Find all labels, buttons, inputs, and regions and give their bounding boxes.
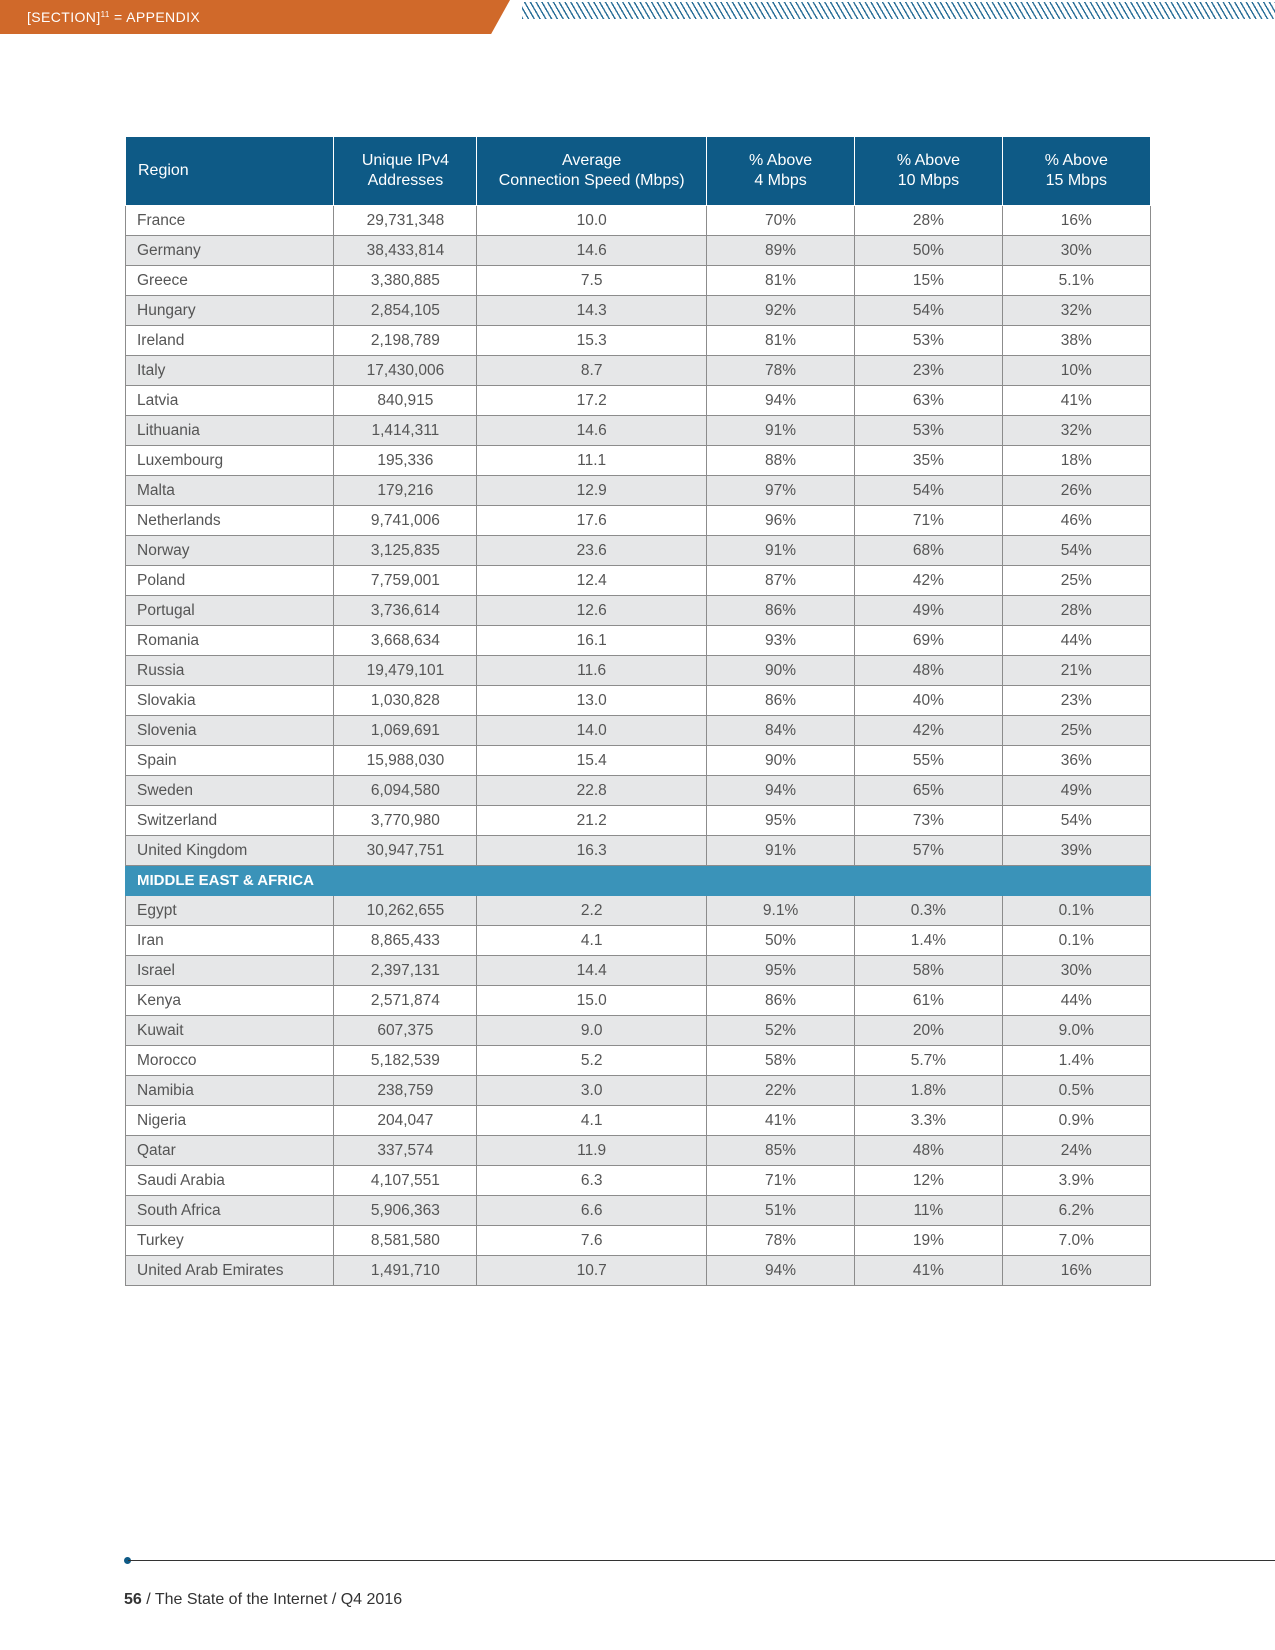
table-row: [126, 836, 1151, 866]
value-cell: 16%: [1002, 1256, 1150, 1286]
table-row: [126, 956, 1151, 986]
value-cell: 8,865,433: [334, 926, 477, 956]
value-cell: 84%: [706, 716, 854, 746]
column-header: % Above 4 Mbps: [706, 137, 854, 206]
value-cell: 92%: [706, 296, 854, 326]
value-cell: 23%: [1002, 686, 1150, 716]
column-header: Region: [126, 137, 334, 206]
value-cell: 86%: [706, 686, 854, 716]
value-cell: 21.2: [477, 806, 706, 836]
value-cell: 9.0%: [1002, 1016, 1150, 1046]
value-cell: 65%: [855, 776, 1002, 806]
value-cell: 3.9%: [1002, 1166, 1150, 1196]
value-cell: 6.3: [477, 1166, 706, 1196]
region-cell: Lithuania: [126, 416, 334, 446]
value-cell: 10.0: [477, 206, 706, 236]
value-cell: 48%: [855, 1136, 1002, 1166]
value-cell: 48%: [855, 656, 1002, 686]
value-cell: 30%: [1002, 956, 1150, 986]
value-cell: 85%: [706, 1136, 854, 1166]
table-row: [126, 1226, 1151, 1256]
region-cell: Italy: [126, 356, 334, 386]
value-cell: 12%: [855, 1166, 1002, 1196]
table-row: [126, 536, 1151, 566]
value-cell: 40%: [855, 686, 1002, 716]
region-cell: Netherlands: [126, 506, 334, 536]
region-cell: Spain: [126, 746, 334, 776]
value-cell: 6.2%: [1002, 1196, 1150, 1226]
value-cell: 7,759,001: [334, 566, 477, 596]
value-cell: 11%: [855, 1196, 1002, 1226]
table-row: [126, 1256, 1151, 1286]
value-cell: 2.2: [477, 896, 706, 926]
value-cell: 19,479,101: [334, 656, 477, 686]
value-cell: 1,030,828: [334, 686, 477, 716]
table-row: [126, 206, 1151, 236]
value-cell: 42%: [855, 566, 1002, 596]
value-cell: 28%: [855, 206, 1002, 236]
value-cell: 3,770,980: [334, 806, 477, 836]
value-cell: 25%: [1002, 566, 1150, 596]
value-cell: 13.0: [477, 686, 706, 716]
value-cell: 14.6: [477, 416, 706, 446]
region-cell: Morocco: [126, 1046, 334, 1076]
value-cell: 93%: [706, 626, 854, 656]
region-cell: Portugal: [126, 596, 334, 626]
value-cell: 204,047: [334, 1106, 477, 1136]
value-cell: 51%: [706, 1196, 854, 1226]
region-cell: Romania: [126, 626, 334, 656]
value-cell: 24%: [1002, 1136, 1150, 1166]
table-row: [126, 746, 1151, 776]
value-cell: 15%: [855, 266, 1002, 296]
page-footer: [124, 1591, 402, 1609]
value-cell: 11.1: [477, 446, 706, 476]
column-header: Average Connection Speed (Mbps): [477, 137, 706, 206]
value-cell: 1.4%: [855, 926, 1002, 956]
value-cell: 9.1%: [706, 896, 854, 926]
value-cell: 5.2: [477, 1046, 706, 1076]
footer-rule: [128, 1560, 1275, 1561]
value-cell: 54%: [1002, 806, 1150, 836]
value-cell: 94%: [706, 1256, 854, 1286]
value-cell: 14.3: [477, 296, 706, 326]
value-cell: 68%: [855, 536, 1002, 566]
value-cell: 11.9: [477, 1136, 706, 1166]
column-header: % Above 10 Mbps: [855, 137, 1002, 206]
value-cell: 95%: [706, 806, 854, 836]
value-cell: 1.4%: [1002, 1046, 1150, 1076]
region-cell: Germany: [126, 236, 334, 266]
value-cell: 52%: [706, 1016, 854, 1046]
value-cell: 2,571,874: [334, 986, 477, 1016]
value-cell: 5,906,363: [334, 1196, 477, 1226]
value-cell: 840,915: [334, 386, 477, 416]
table-row: [126, 1076, 1151, 1106]
region-cell: Poland: [126, 566, 334, 596]
region-cell: Slovakia: [126, 686, 334, 716]
value-cell: 32%: [1002, 416, 1150, 446]
region-cell: Greece: [126, 266, 334, 296]
value-cell: 2,397,131: [334, 956, 477, 986]
value-cell: 54%: [1002, 536, 1150, 566]
value-cell: 55%: [855, 746, 1002, 776]
value-cell: 89%: [706, 236, 854, 266]
table-row: [126, 1106, 1151, 1136]
value-cell: 10,262,655: [334, 896, 477, 926]
region-cell: Malta: [126, 476, 334, 506]
value-cell: 96%: [706, 506, 854, 536]
value-cell: 0.5%: [1002, 1076, 1150, 1106]
value-cell: 91%: [706, 416, 854, 446]
publication-title: / The State of the Internet / Q4 2016: [141, 1591, 403, 1608]
value-cell: 49%: [1002, 776, 1150, 806]
data-table: [125, 136, 1151, 1286]
section-header-label: [SECTION]$^{11}$ = APPENDIX: [27, 9, 201, 25]
value-cell: 18%: [1002, 446, 1150, 476]
header-hatch-decoration: [522, 2, 1275, 19]
value-cell: 5.7%: [855, 1046, 1002, 1076]
value-cell: 28%: [1002, 596, 1150, 626]
value-cell: 9,741,006: [334, 506, 477, 536]
value-cell: 88%: [706, 446, 854, 476]
value-cell: 238,759: [334, 1076, 477, 1106]
table-row: [126, 1136, 1151, 1166]
region-cell: Turkey: [126, 1226, 334, 1256]
table-row: [126, 1016, 1151, 1046]
value-cell: 14.6: [477, 236, 706, 266]
value-cell: 7.6: [477, 1226, 706, 1256]
value-cell: 53%: [855, 416, 1002, 446]
value-cell: 12.4: [477, 566, 706, 596]
region-cell: Luxembourg: [126, 446, 334, 476]
region-cell: France: [126, 206, 334, 236]
value-cell: 23.6: [477, 536, 706, 566]
table-row: [126, 1196, 1151, 1226]
region-cell: Israel: [126, 956, 334, 986]
value-cell: 16.3: [477, 836, 706, 866]
region-cell: Hungary: [126, 296, 334, 326]
value-cell: 71%: [855, 506, 1002, 536]
value-cell: 22.8: [477, 776, 706, 806]
value-cell: 90%: [706, 746, 854, 776]
table-row: [126, 386, 1151, 416]
value-cell: 38%: [1002, 326, 1150, 356]
page-number: 56: [124, 1591, 142, 1608]
region-cell: Namibia: [126, 1076, 334, 1106]
value-cell: 23%: [855, 356, 1002, 386]
section-label: MIDDLE EAST & AFRICA: [126, 866, 1151, 896]
value-cell: 607,375: [334, 1016, 477, 1046]
value-cell: 42%: [855, 716, 1002, 746]
value-cell: 46%: [1002, 506, 1150, 536]
value-cell: 3,736,614: [334, 596, 477, 626]
value-cell: 38,433,814: [334, 236, 477, 266]
region-cell: Kuwait: [126, 1016, 334, 1046]
section-header: [0, 0, 1275, 36]
value-cell: 16.1: [477, 626, 706, 656]
table-body: [126, 206, 1151, 1286]
value-cell: 54%: [855, 296, 1002, 326]
region-cell: South Africa: [126, 1196, 334, 1226]
value-cell: 5,182,539: [334, 1046, 477, 1076]
value-cell: 2,854,105: [334, 296, 477, 326]
region-cell: Egypt: [126, 896, 334, 926]
value-cell: 5.1%: [1002, 266, 1150, 296]
value-cell: 19%: [855, 1226, 1002, 1256]
value-cell: 20%: [855, 1016, 1002, 1046]
value-cell: 7.5: [477, 266, 706, 296]
value-cell: 30%: [1002, 236, 1150, 266]
table-row: [126, 986, 1151, 1016]
value-cell: 15,988,030: [334, 746, 477, 776]
value-cell: 69%: [855, 626, 1002, 656]
value-cell: 14.0: [477, 716, 706, 746]
value-cell: 54%: [855, 476, 1002, 506]
region-cell: Iran: [126, 926, 334, 956]
value-cell: 32%: [1002, 296, 1150, 326]
value-cell: 81%: [706, 266, 854, 296]
region-cell: Qatar: [126, 1136, 334, 1166]
value-cell: 12.6: [477, 596, 706, 626]
value-cell: 71%: [706, 1166, 854, 1196]
value-cell: 0.1%: [1002, 896, 1150, 926]
value-cell: 94%: [706, 776, 854, 806]
value-cell: 81%: [706, 326, 854, 356]
value-cell: 6,094,580: [334, 776, 477, 806]
region-cell: Switzerland: [126, 806, 334, 836]
value-cell: 29,731,348: [334, 206, 477, 236]
value-cell: 91%: [706, 836, 854, 866]
value-cell: 195,336: [334, 446, 477, 476]
value-cell: 73%: [855, 806, 1002, 836]
table-row: [126, 266, 1151, 296]
value-cell: 36%: [1002, 746, 1150, 776]
value-cell: 15.0: [477, 986, 706, 1016]
value-cell: 78%: [706, 356, 854, 386]
table-row: [126, 296, 1151, 326]
table-row: [126, 716, 1151, 746]
value-cell: 17.2: [477, 386, 706, 416]
value-cell: 7.0%: [1002, 1226, 1150, 1256]
value-cell: 57%: [855, 836, 1002, 866]
value-cell: 337,574: [334, 1136, 477, 1166]
value-cell: 95%: [706, 956, 854, 986]
value-cell: 4.1: [477, 926, 706, 956]
value-cell: 26%: [1002, 476, 1150, 506]
value-cell: 41%: [855, 1256, 1002, 1286]
table-row: [126, 626, 1151, 656]
region-cell: Kenya: [126, 986, 334, 1016]
value-cell: 61%: [855, 986, 1002, 1016]
value-cell: 97%: [706, 476, 854, 506]
table-row: [126, 236, 1151, 266]
value-cell: 78%: [706, 1226, 854, 1256]
value-cell: 25%: [1002, 716, 1150, 746]
region-cell: Ireland: [126, 326, 334, 356]
value-cell: 4,107,551: [334, 1166, 477, 1196]
value-cell: 179,216: [334, 476, 477, 506]
value-cell: 11.6: [477, 656, 706, 686]
region-cell: United Arab Emirates: [126, 1256, 334, 1286]
value-cell: 70%: [706, 206, 854, 236]
value-cell: 16%: [1002, 206, 1150, 236]
region-cell: Nigeria: [126, 1106, 334, 1136]
value-cell: 3.3%: [855, 1106, 1002, 1136]
value-cell: 35%: [855, 446, 1002, 476]
region-cell: Sweden: [126, 776, 334, 806]
value-cell: 49%: [855, 596, 1002, 626]
region-cell: United Kingdom: [126, 836, 334, 866]
value-cell: 3,668,634: [334, 626, 477, 656]
value-cell: 10.7: [477, 1256, 706, 1286]
region-cell: Slovenia: [126, 716, 334, 746]
value-cell: 10%: [1002, 356, 1150, 386]
value-cell: 41%: [1002, 386, 1150, 416]
table-row: [126, 416, 1151, 446]
value-cell: 86%: [706, 986, 854, 1016]
table-row: [126, 446, 1151, 476]
table-header: [126, 137, 1151, 206]
value-cell: 15.3: [477, 326, 706, 356]
table-row: [126, 656, 1151, 686]
region-cell: Latvia: [126, 386, 334, 416]
value-cell: 12.9: [477, 476, 706, 506]
table-row: [126, 1046, 1151, 1076]
table-row: [126, 896, 1151, 926]
table-row: [126, 686, 1151, 716]
table-row: [126, 566, 1151, 596]
value-cell: 0.3%: [855, 896, 1002, 926]
value-cell: 3.0: [477, 1076, 706, 1106]
table-row: [126, 476, 1151, 506]
value-cell: 9.0: [477, 1016, 706, 1046]
value-cell: 86%: [706, 596, 854, 626]
value-cell: 58%: [706, 1046, 854, 1076]
value-cell: 1.8%: [855, 1076, 1002, 1106]
region-cell: Russia: [126, 656, 334, 686]
table-row: [126, 806, 1151, 836]
table-row: [126, 1166, 1151, 1196]
value-cell: 90%: [706, 656, 854, 686]
table-row: [126, 596, 1151, 626]
value-cell: 8.7: [477, 356, 706, 386]
value-cell: 17.6: [477, 506, 706, 536]
column-header: % Above 15 Mbps: [1002, 137, 1150, 206]
region-cell: Saudi Arabia: [126, 1166, 334, 1196]
table-row: [126, 506, 1151, 536]
value-cell: 41%: [706, 1106, 854, 1136]
value-cell: 3,125,835: [334, 536, 477, 566]
value-cell: 14.4: [477, 956, 706, 986]
value-cell: 53%: [855, 326, 1002, 356]
value-cell: 6.6: [477, 1196, 706, 1226]
value-cell: 94%: [706, 386, 854, 416]
value-cell: 3,380,885: [334, 266, 477, 296]
value-cell: 63%: [855, 386, 1002, 416]
value-cell: 50%: [706, 926, 854, 956]
value-cell: 4.1: [477, 1106, 706, 1136]
value-cell: 22%: [706, 1076, 854, 1106]
value-cell: 0.9%: [1002, 1106, 1150, 1136]
value-cell: 15.4: [477, 746, 706, 776]
value-cell: 58%: [855, 956, 1002, 986]
value-cell: 44%: [1002, 626, 1150, 656]
value-cell: 1,491,710: [334, 1256, 477, 1286]
value-cell: 44%: [1002, 986, 1150, 1016]
value-cell: 17,430,006: [334, 356, 477, 386]
value-cell: 87%: [706, 566, 854, 596]
column-header: Unique IPv4 Addresses: [334, 137, 477, 206]
value-cell: 91%: [706, 536, 854, 566]
value-cell: 30,947,751: [334, 836, 477, 866]
table-row: [126, 356, 1151, 386]
table-row: [126, 326, 1151, 356]
region-cell: Norway: [126, 536, 334, 566]
value-cell: 8,581,580: [334, 1226, 477, 1256]
value-cell: 21%: [1002, 656, 1150, 686]
value-cell: 1,069,691: [334, 716, 477, 746]
value-cell: 50%: [855, 236, 1002, 266]
value-cell: 2,198,789: [334, 326, 477, 356]
value-cell: 1,414,311: [334, 416, 477, 446]
value-cell: 39%: [1002, 836, 1150, 866]
section-row: [126, 866, 1151, 896]
value-cell: 0.1%: [1002, 926, 1150, 956]
table-row: [126, 926, 1151, 956]
table-row: [126, 776, 1151, 806]
